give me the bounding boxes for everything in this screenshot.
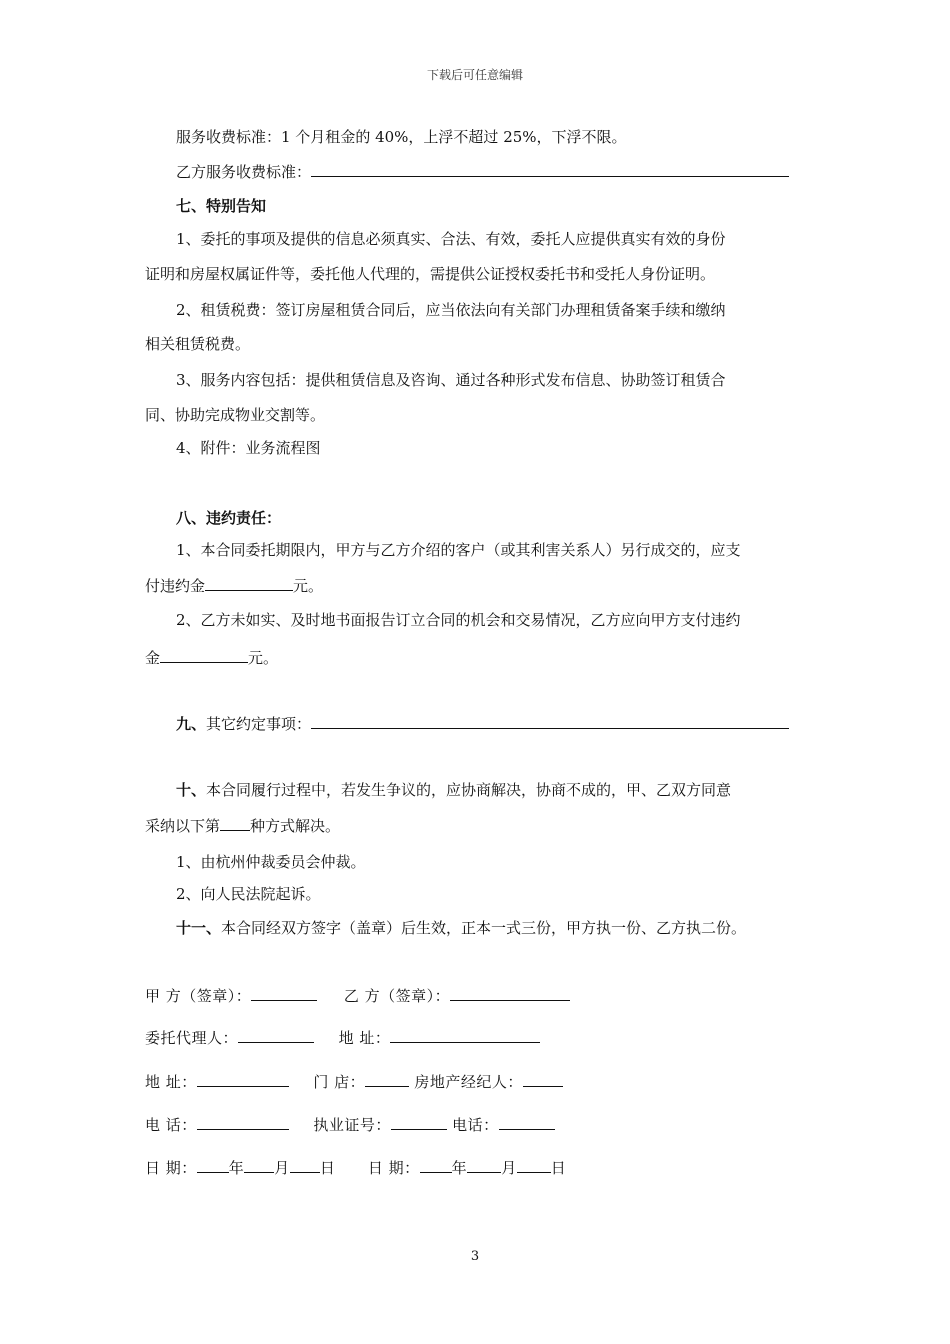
sec8-item2-a: 2、乙方未如实、及时地书面报告订立合同的机会和交易情况，乙方应向甲方支付违约: [176, 611, 741, 629]
section-10-line-b: [145, 816, 810, 836]
date-a-year-blank: [197, 1158, 229, 1173]
address-a-label: 地 址：: [145, 1073, 197, 1091]
broker-label: 房地产经纪人：: [414, 1073, 523, 1091]
b-fee-blank: [311, 162, 789, 177]
sec9-blank: [311, 714, 789, 729]
sec9-label: 其它约定事项：: [206, 715, 312, 733]
agent-label: 委托代理人：: [145, 1029, 239, 1047]
date-a-day-blank: [290, 1158, 320, 1173]
sec10-option1: 1、由杭州仲裁委员会仲裁。: [176, 853, 366, 871]
date-a-month-blank: [244, 1158, 274, 1173]
sec10-option2: 2、向人民法院起诉。: [176, 885, 321, 903]
year-a: 年: [228, 1159, 245, 1177]
sec7-item4: 4、附件：业务流程图: [176, 439, 321, 457]
sec7-item2-a: 2、租赁税费：签订房屋租赁合同后，应当依法向有关部门办理租赁备案手续和缴纳: [176, 301, 726, 319]
sec8-item2-post: 元。: [248, 649, 279, 667]
b-fee-label: 乙方服务收费标准：: [176, 163, 312, 181]
sec7-item1-a: 1、委托的事项及提供的信息必须真实、合法、有效，委托人应提供真实有效的身份: [176, 230, 726, 248]
sec10-pre: 采纳以下第: [145, 817, 221, 835]
page-number: 3: [470, 1249, 480, 1264]
date-b-label: 日 期：: [367, 1159, 420, 1177]
store-blank: [365, 1072, 409, 1087]
address-a-blank: [197, 1072, 289, 1087]
section-8-title: 八、违约责任：: [176, 509, 282, 527]
sec7-item2-b: 相关租赁税费。: [145, 335, 251, 353]
b-fee-line: [176, 162, 810, 182]
sig-row-4: [145, 1115, 555, 1135]
date-b-month-blank: [467, 1158, 501, 1173]
method-blank: [220, 816, 250, 831]
sec7-item3-b: 同、协助完成物业交割等。: [145, 406, 326, 424]
sec10-text-a: 本合同履行过程中，若发生争议的，应协商解决，协商不成的，甲、乙双方同意: [206, 781, 732, 799]
phone-a-blank: [197, 1115, 289, 1130]
store-label: 门 店：: [313, 1073, 366, 1091]
party-a-label: 甲 方（签章）：: [145, 987, 252, 1005]
section-11-line: [176, 918, 810, 938]
penalty-blank-1: [205, 576, 293, 591]
agent-blank: [238, 1028, 314, 1043]
page-header: 下载后可任意编辑: [426, 68, 523, 82]
section-9-line: [176, 714, 810, 734]
sec8-item1-pre: 付违约金: [145, 577, 206, 595]
license-label: 执业证号：: [313, 1116, 391, 1134]
section-10-line-a: [176, 780, 810, 800]
sec8-item1-a: 1、本合同委托期限内，甲方与乙方介绍的客户（或其利害关系人）另行成交的，应支: [176, 541, 741, 559]
sec8-item1-post: 元。: [293, 577, 324, 595]
day-a: 日: [319, 1159, 336, 1177]
month-a: 月: [274, 1159, 290, 1177]
sig-row-5: [145, 1158, 566, 1178]
party-b-blank: [450, 986, 570, 1001]
sec8-item2-pre: 金: [145, 649, 161, 667]
sec8-item1-b: [145, 576, 810, 596]
month-b: 月: [501, 1159, 517, 1177]
day-b: 日: [550, 1159, 567, 1177]
section-7-title: 七、特别告知: [176, 197, 267, 215]
sig-row-2: [145, 1028, 540, 1048]
sec10-number: 十、: [176, 781, 207, 799]
sec7-item3-a: 3、服务内容包括：提供租赁信息及咨询、通过各种形式发布信息、协助签订租赁合: [176, 371, 726, 389]
sec11-number: 十一、: [176, 919, 222, 937]
phone-b-label: 电话：: [452, 1116, 499, 1134]
penalty-blank-2: [160, 648, 248, 663]
party-a-blank: [251, 986, 317, 1001]
address-b-label: 地 址：: [338, 1029, 391, 1047]
license-blank: [391, 1115, 447, 1130]
sec8-item2-b: [145, 648, 810, 668]
party-b-label: 乙 方（签章）：: [343, 987, 451, 1005]
phone-b-blank: [499, 1115, 555, 1130]
sec9-number: 九、: [176, 715, 207, 733]
date-b-day-blank: [517, 1158, 551, 1173]
date-b-year-blank: [420, 1158, 452, 1173]
sec11-text: 本合同经双方签字（盖章）后生效，正本一式三份，甲方执一份、乙方执二份。: [221, 919, 747, 937]
broker-blank: [523, 1072, 563, 1087]
year-b: 年: [451, 1159, 468, 1177]
address-b-blank: [390, 1028, 540, 1043]
date-a-label: 日 期：: [145, 1159, 197, 1177]
sec10-post: 种方式解决。: [250, 817, 341, 835]
sig-row-3: [145, 1072, 563, 1092]
sec7-item1-b: 证明和房屋权属证件等，委托他人代理的，需提供公证授权委托书和受托人身份证明。: [145, 265, 716, 283]
fee-standard-line: 服务收费标准：1 个月租金的 40%，上浮不超过 25%，下浮不限。: [176, 128, 627, 146]
sig-row-1: [145, 986, 570, 1006]
phone-a-label: 电 话：: [145, 1116, 197, 1134]
